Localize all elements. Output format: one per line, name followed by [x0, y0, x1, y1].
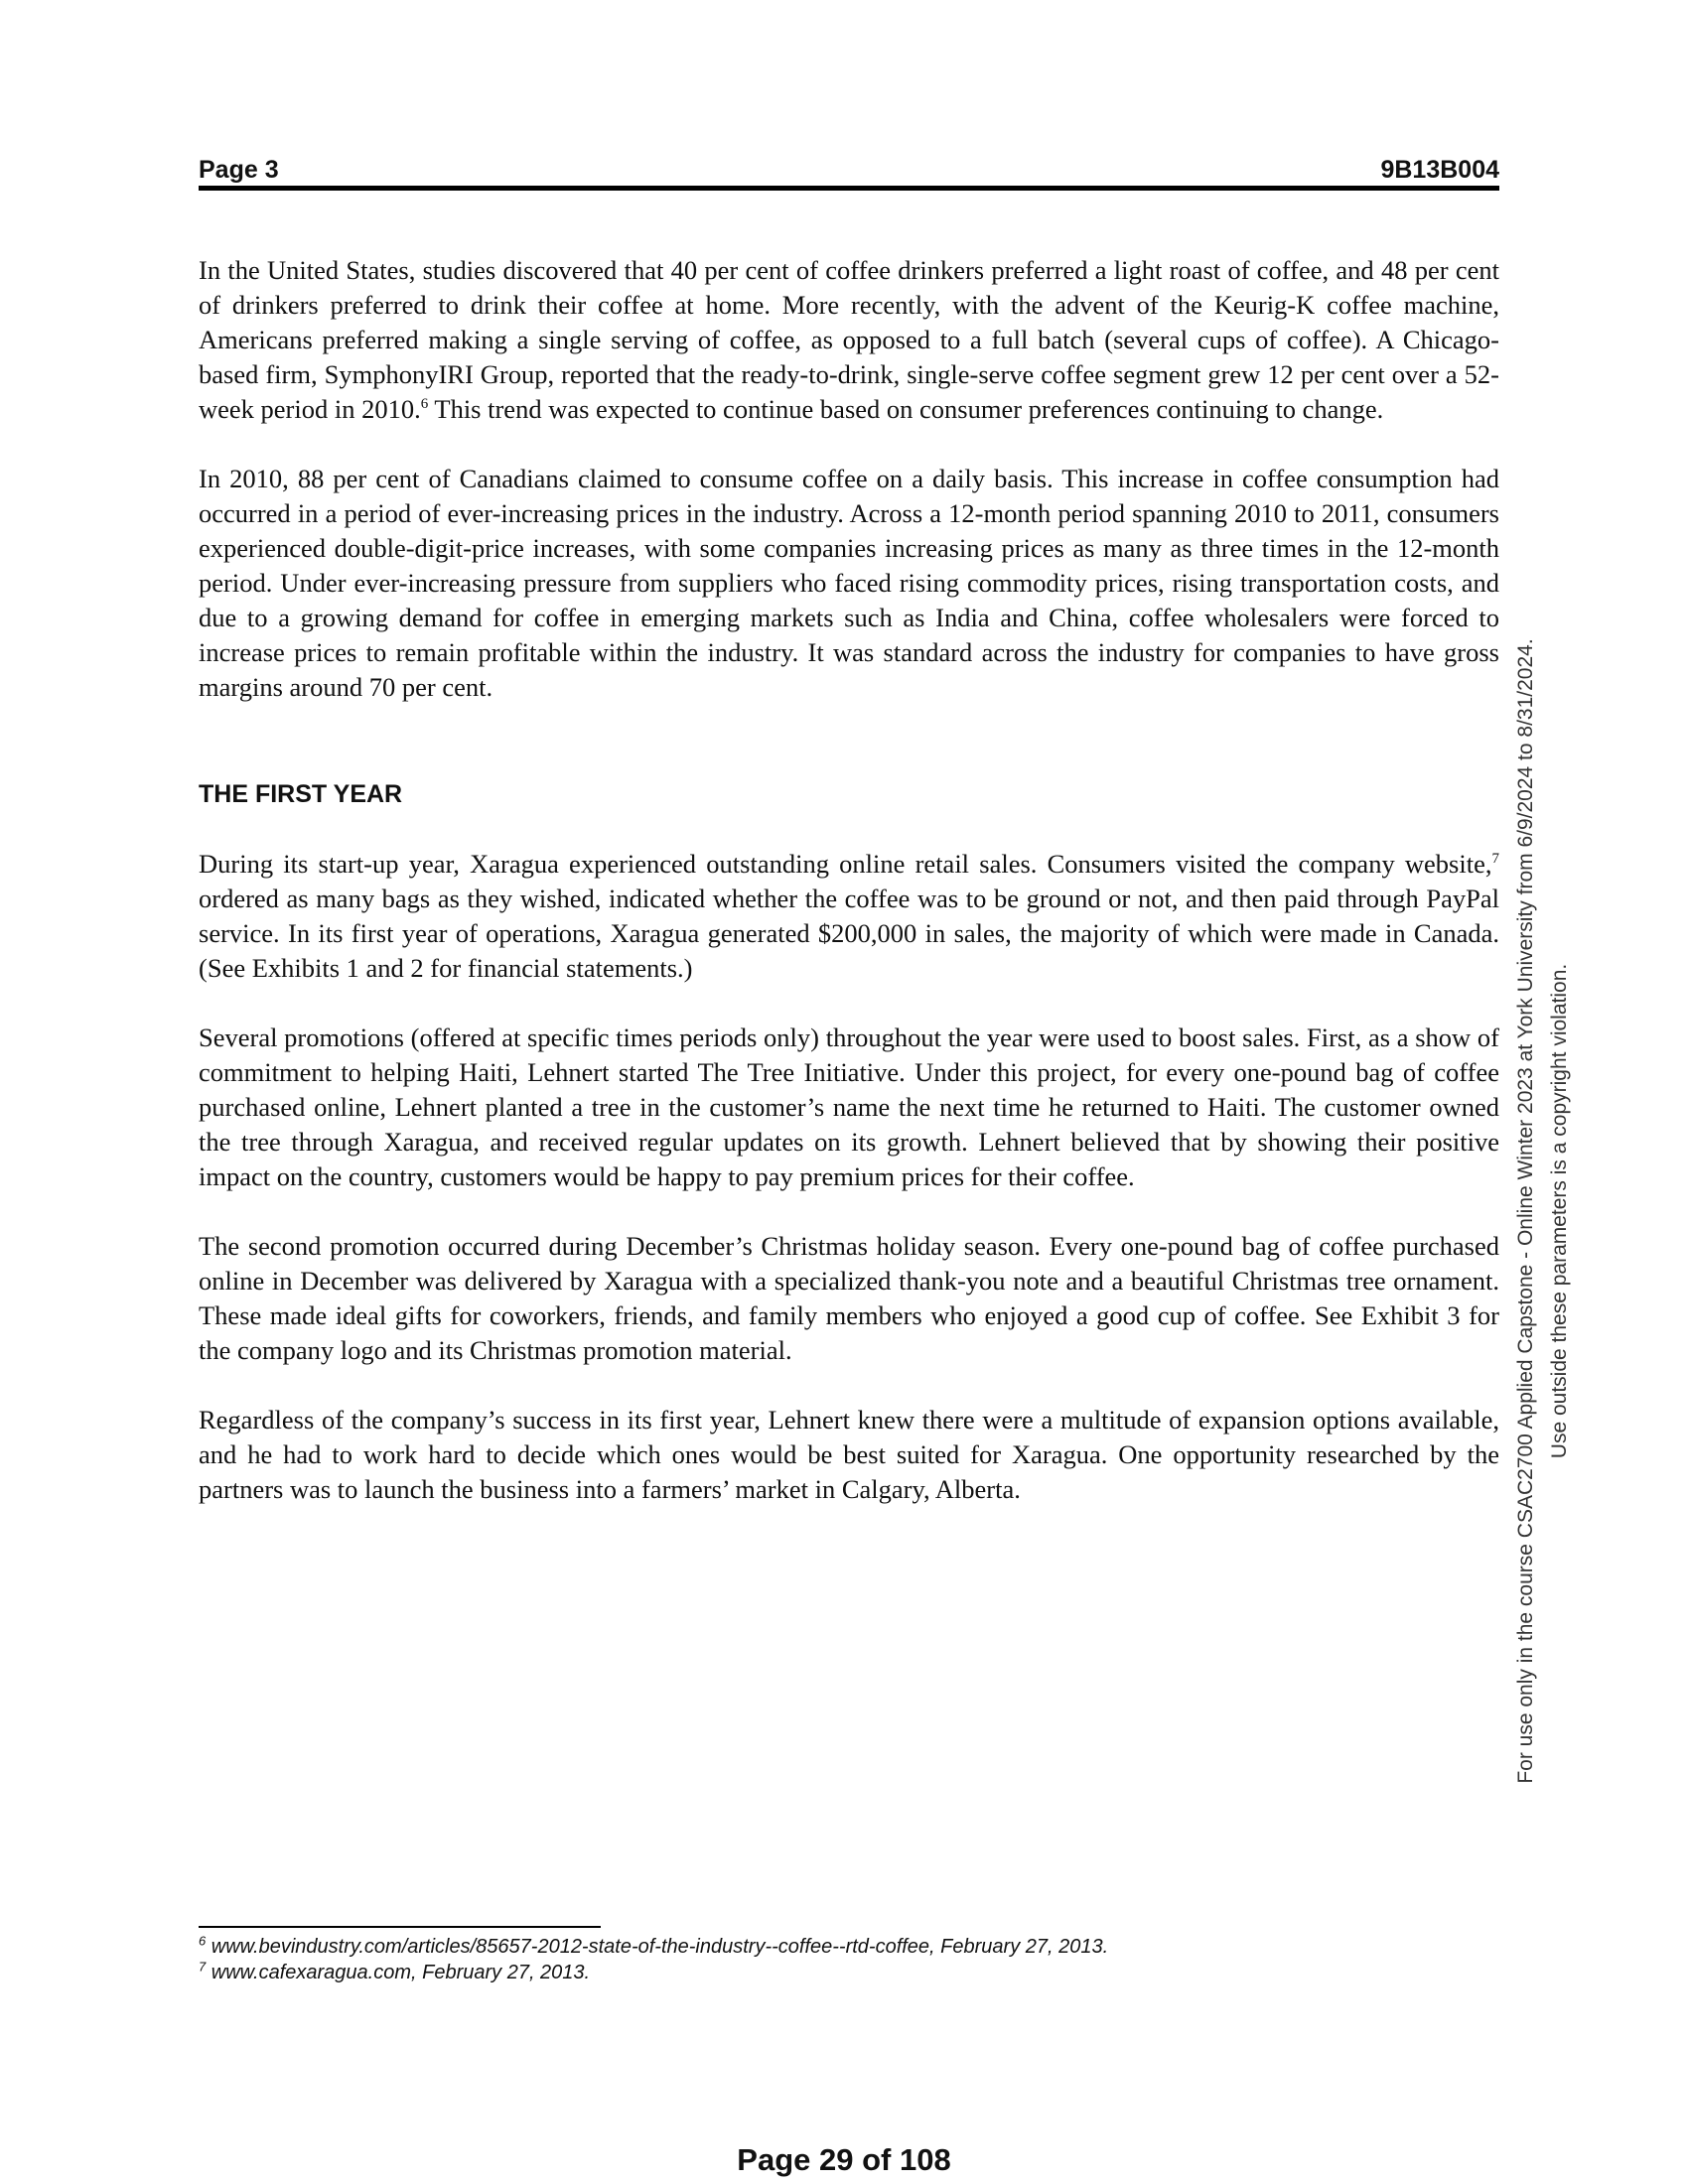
footnote-ref-6: 6 — [420, 396, 429, 413]
paragraph-canada-coffee: In 2010, 88 per cent of Canadians claimed to consume coffee on a daily basis. This increase in coffee consumption had occurred in a period of ever-increasing prices in the industry. Across a 12-month period spanning 2010 to 2011, consumers experienced double-digit-price increases, with some companies increasing prices as many as three times in the 12-month period. Under ever-increasing pressure from suppliers who faced rising commodity prices, rising transportation costs, and due to a growing demand for coffee in emerging markets such as India and China, coffee wholesalers were forced to increase prices to remain profitable within the industry. It was standard across the industry for companies to have gross margins around 70 per cent. — [199, 464, 1499, 702]
footnote-7 — [199, 1960, 1499, 1985]
footnote-text: www.bevindustry.com/articles/85657-2012-state-of-the-industry--coffee--rtd-coffee, February 27, 2013. — [206, 1936, 1109, 1958]
footnote-text: www.cafexaragua.com, February 27, 2013. — [206, 1962, 591, 1983]
paragraph-text: ordered as many bags as they wished, indicated whether the coffee was to be ground or not, and then paid through PayPal service. In its first year of operations, Xaragua generated $200,000 in sales, the majority of which were made in Canada. (See Exhibits 1 and 2 for financial statements.) — [199, 884, 1499, 983]
paragraph-text: This trend was expected to continue based on consumer preferences continuing to change. — [428, 394, 1384, 424]
paragraph-startup-year — [199, 847, 1499, 986]
body-text — [199, 253, 1499, 1542]
footnote-6 — [199, 1934, 1499, 1960]
footnote-number: 6 — [199, 1933, 207, 1949]
paragraph-text: In the United States, studies discovered that 40 per cent of coffee drinkers preferred a light roast of coffee, and 48 per cent of drinkers preferred to drink their coffee at home. More recently, with the advent of the Keurig-K coffee machine, Americans preferred making a single serving of coffee, as opposed to a full batch (several cups of coffee). A Chicago-based firm, SymphonyIRI Group, reported that the ready-to-drink, single-serve coffee segment grew 12 per cent over a 52-week period in 2010. — [199, 255, 1499, 424]
paragraph-christmas-promotion: The second promotion occurred during December’s Christmas holiday season. Every one-pound bag of coffee purchased online in December was delivered by Xaragua with a specialized thank-you note and a beautiful Christmas tree ornament. These made ideal gifts for coworkers, friends, and family members who enjoyed a good cup of coffee. See Exhibit 3 for the company logo and its Christmas promotion material. — [199, 1231, 1499, 1365]
footnote-rule — [199, 1926, 601, 1928]
document-code: 9B13B004 — [1380, 156, 1499, 184]
section-heading: THE FIRST YEAR — [199, 780, 403, 808]
paragraph-promotions: Several promotions (offered at specific times periods only) throughout the year were used to boost sales. First, as a show of commitment to helping Haiti, Lehnert started The Tree Initiative. Under this project, for every one-pound bag of coffee purchased online, Lehnert planted a tree in the customer’s name the next time he returned to Haiti. The customer owned the tree through Xaragua, and received regular updates on its growth. Lehnert believed that by showing their positive impact on the country, customers would be happy to pay premium prices for their coffee. — [199, 1023, 1499, 1191]
copyright-watermark — [1509, 601, 1628, 1822]
footnote-number: 7 — [199, 1959, 207, 1975]
paragraph-us-coffee — [199, 253, 1499, 427]
page-label: Page 3 — [199, 156, 279, 184]
page-header — [199, 149, 1499, 185]
watermark-line-2: Use outside these parameters is a copyright violation. — [1548, 963, 1571, 1459]
header-rule — [199, 186, 1499, 191]
page-counter: Page 29 of 108 — [737, 2142, 951, 2177]
footnotes — [199, 1934, 1499, 1985]
paragraph-text: During its start-up year, Xaragua experienced outstanding online retail sales. Consumers visited the company website, — [199, 849, 1492, 879]
paragraph-expansion: Regardless of the company’s success in its first year, Lehnert knew there were a multitude of expansion options available, and he had to work hard to decide which ones would be best suited for Xaragua. One opportunity researched by the partners was to launch the business into a farmers’ market in Calgary, Alberta. — [199, 1405, 1499, 1504]
watermark-line-1: For use only in the course CSAC2700 Applied Capstone - Online Winter 2023 at York University from 6/9/2024 to 8/31/2024. — [1514, 638, 1537, 1784]
footnote-ref-7: 7 — [1491, 851, 1499, 868]
